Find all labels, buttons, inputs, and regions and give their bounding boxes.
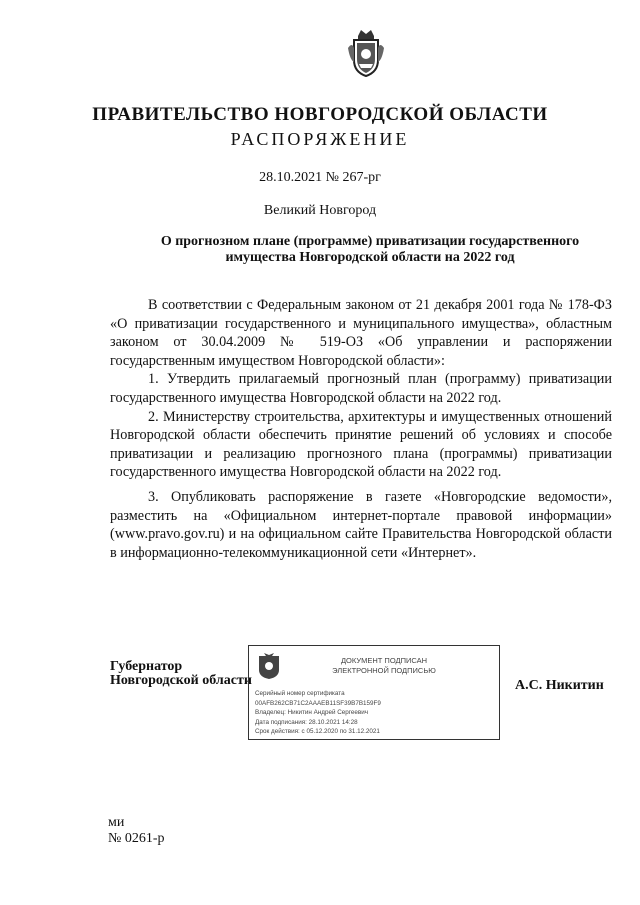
stamp-emblem-icon: [257, 652, 281, 680]
stamp-serial-label: Серийный номер сертификата: [255, 690, 345, 697]
electronic-signature-stamp: [248, 645, 500, 740]
signatory-title: [110, 660, 252, 688]
document-body: [110, 296, 612, 562]
government-title: ПРАВИТЕЛЬСТВО НОВГОРОДСКОЙ ОБЛАСТИ: [92, 104, 548, 125]
stamp-details: [255, 689, 381, 737]
stamp-serial-value: 00AFB262CB71C2AAAEB11SF39B7B159F9: [255, 699, 381, 707]
stamp-heading-line-1: ДОКУМЕНТ ПОДПИСАН: [340, 656, 428, 665]
coat-of-arms-icon: [346, 28, 386, 78]
city: Великий Новгород: [263, 203, 377, 218]
document-type: РАСПОРЯЖЕНИЕ: [230, 129, 410, 149]
stamp-owner: Владелец: Никитин Андрей Сергеевич: [255, 709, 369, 716]
registration-number: № 0261-р: [108, 831, 165, 846]
paragraph-item-2: 2. Министерству строительства, архитектуры и имущественных отношений Новгородской области обеспечить принятие решений об условиях и способе приватизации и реализацию прогнозного плана (программы) приватизации государственного имущества Новгородской области на 2022 год.: [110, 408, 612, 481]
signatory-title-line-1: Губернатор: [110, 659, 183, 674]
paragraph-preamble: В соответствии с Федеральным законом от 21 декабря 2001 года № 178-ФЗ «О приватизации государственного и муниципального имущества», областным законом от 30.04.2009 № 519-ОЗ «Об управлении и распоряжении государственным имуществом Новгородской области»:: [110, 297, 612, 369]
paragraph-item-1: 1. Утвердить прилагаемый прогнозный план (программу) приватизации государственного имущества Новгородской области на 2022 год.: [110, 371, 612, 406]
signatory-name: А.С. Никитин: [515, 678, 604, 693]
stamp-signed-date: Дата подписания: 28.10.2021 14:28: [255, 718, 358, 726]
subject-line-1: О прогнозном плане (программе) приватизации государственного: [160, 234, 580, 249]
subject-line-2: имущества Новгородской области на 2022 год: [225, 250, 515, 265]
stamp-validity: Срок действия: с 05.12.2020 по 31.12.2021: [255, 728, 380, 735]
stamp-heading-line-2: ЭЛЕКТРОННОЙ ПОДПИСЬЮ: [332, 666, 436, 675]
document-footer: [108, 815, 165, 847]
stamp-heading: [309, 656, 459, 676]
executor-initials: ми: [108, 815, 125, 830]
date-number: 28.10.2021 № 267-рг: [259, 170, 381, 185]
paragraph-item-3: 3. Опубликовать распоряжение в газете «Новгородские ведомости», разместить на «Официальном интернет-портале правовой информации» (www.pravo.gov.ru) и на официальном сайте Правительства Новгородской области в информационно-телекоммуникационной сети «Интернет».: [110, 488, 612, 561]
signatory-title-line-2: Новгородской области: [110, 673, 252, 688]
document-subject: [110, 234, 630, 266]
